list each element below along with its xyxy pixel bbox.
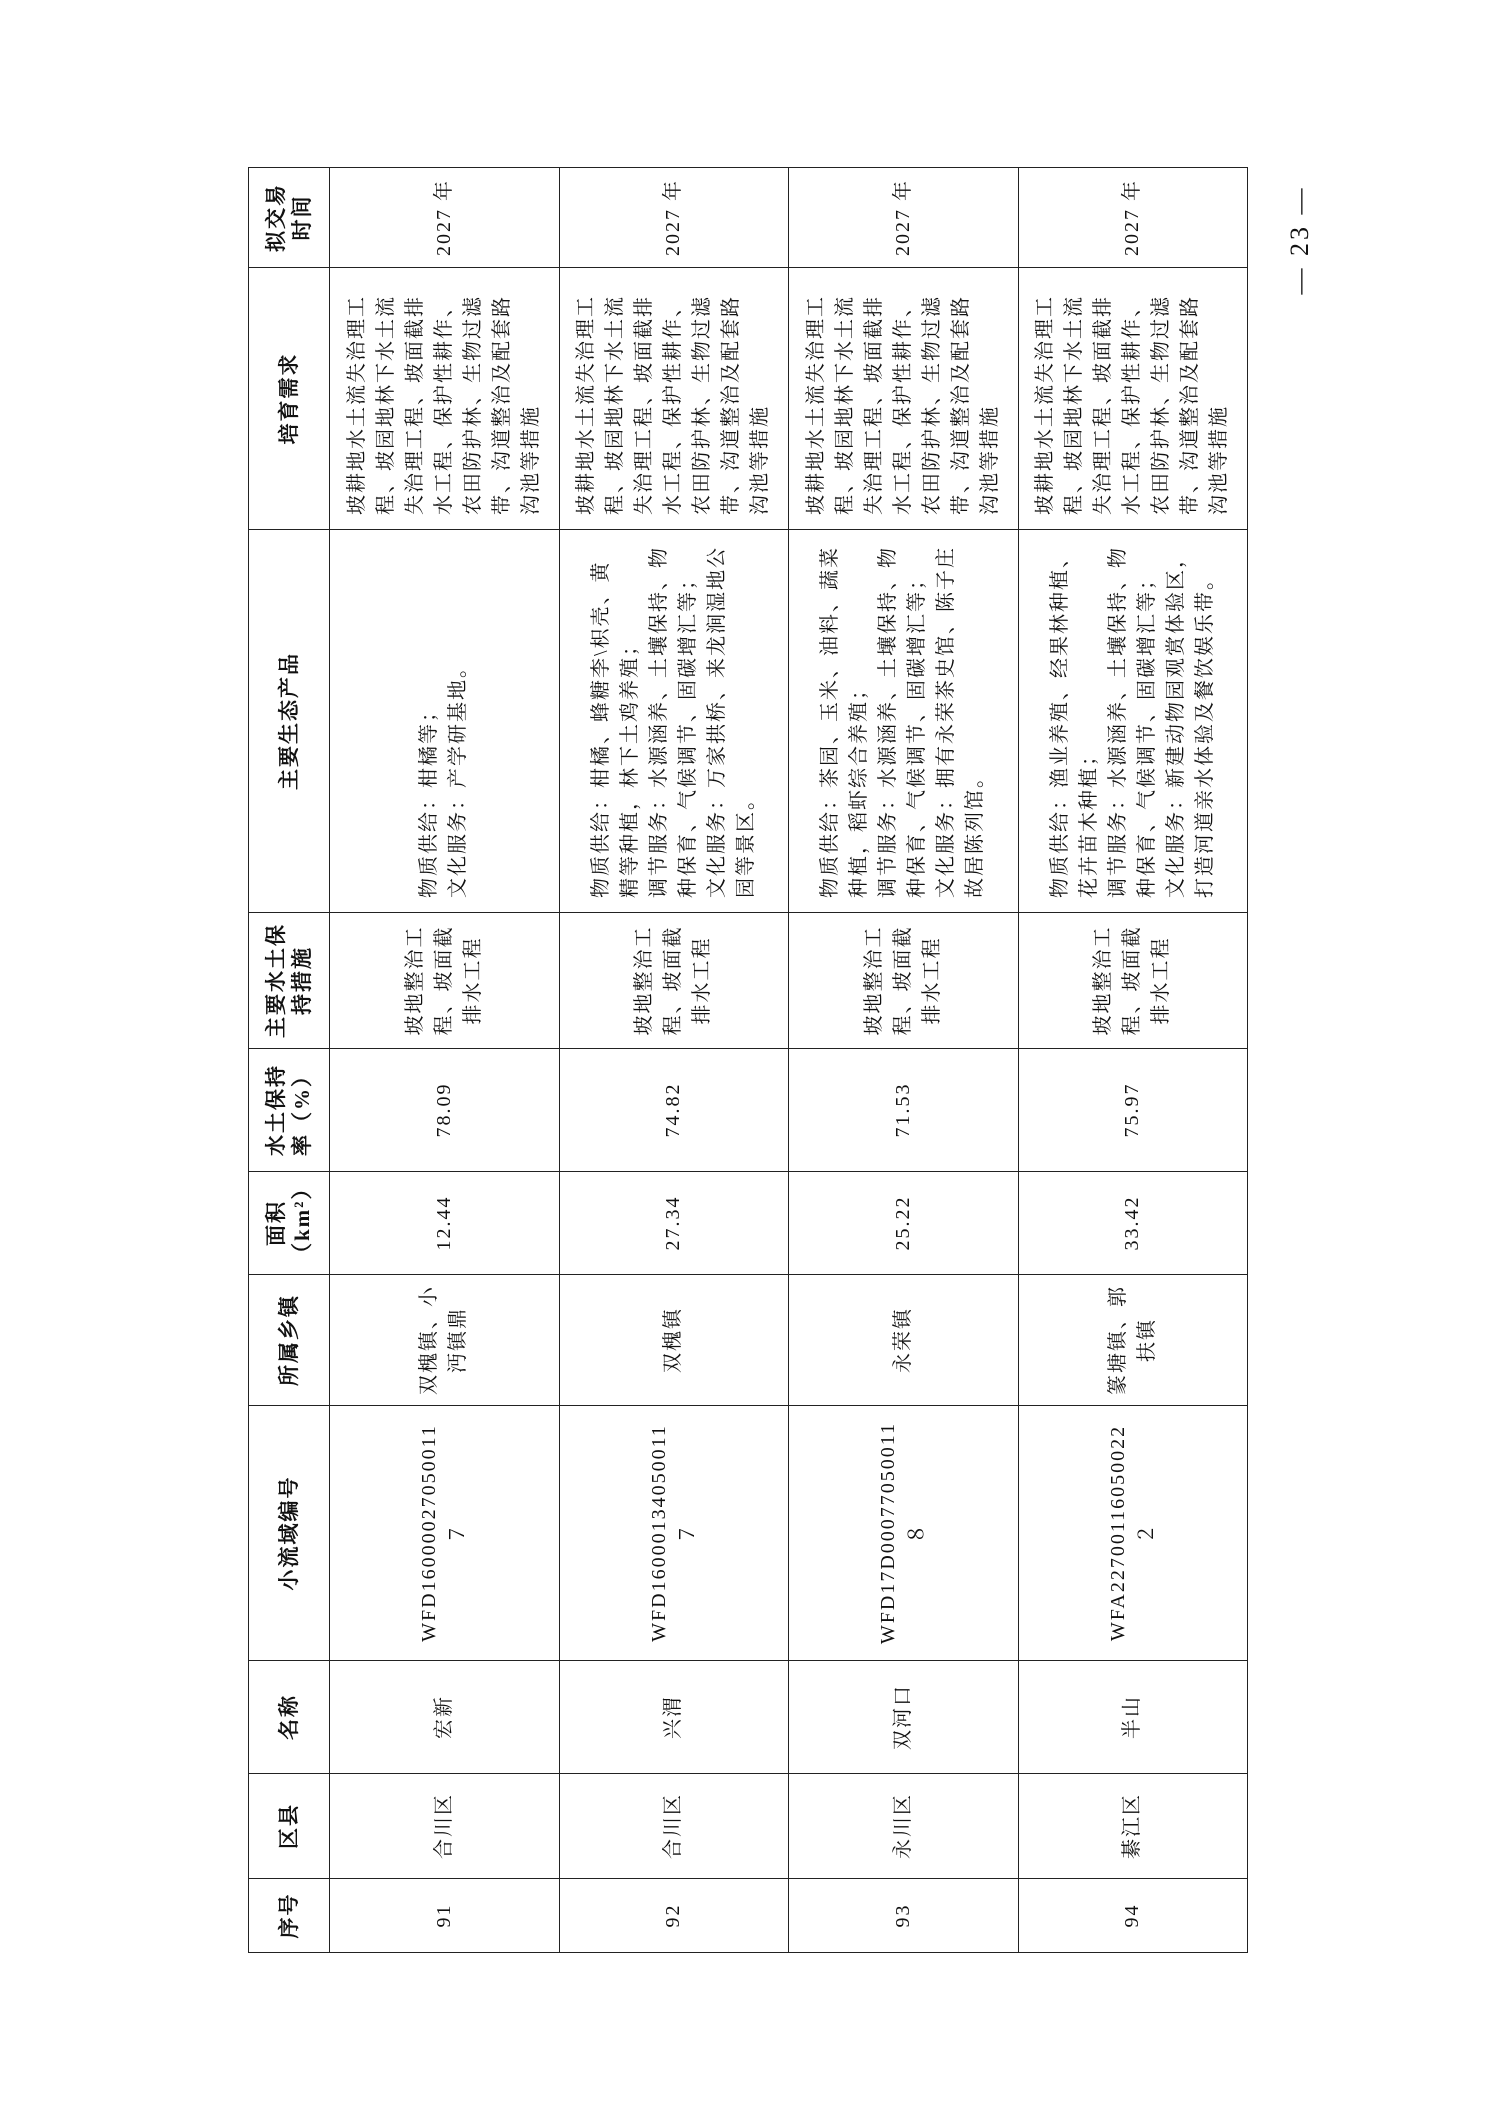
cell-county: 合川区 bbox=[559, 1774, 789, 1879]
cell-rate: 78.09 bbox=[330, 1049, 560, 1172]
cell-needs: 坡耕地水土流失治理工程、坡园地林下水土流失治理工程、坡面截排水工程、保护性耕作、农田防护林、生物过滤带、沟道整治及配套路沟池等措施 bbox=[330, 268, 560, 530]
cell-code: WFD16000134050011７ bbox=[559, 1406, 789, 1661]
cell-time: 2027 年 bbox=[1018, 168, 1248, 268]
header-needs: 培育需求 bbox=[249, 268, 330, 530]
watershed-table bbox=[248, 167, 1248, 1953]
cell-products bbox=[1018, 530, 1248, 913]
product-line: 物质供给：柑橘等； bbox=[418, 700, 441, 898]
cell-needs: 坡耕地水土流失治理工程、坡园地林下水土流失治理工程、坡面截排水工程、保护性耕作、农田防护林、生物过滤带、沟道整治及配套路沟池等措施 bbox=[1018, 268, 1248, 530]
cell-seq: 94 bbox=[1018, 1879, 1248, 1953]
header-county: 区县 bbox=[249, 1774, 330, 1879]
product-line: 调节服务：水源涵养、土壤保持、物种保育、气候调节、固碳增汇等； bbox=[647, 546, 699, 898]
product-line: 调节服务：水源涵养、土壤保持、物种保育、气候调节、固碳增汇等； bbox=[877, 546, 929, 898]
cell-town: 永荣镇 bbox=[789, 1275, 1019, 1406]
cell-measures: 坡地整治工程、坡面截排水工程 bbox=[1018, 913, 1248, 1049]
cell-code: WFA22700116050022２ bbox=[1018, 1406, 1248, 1661]
cell-code: WFD17D00077050011８ bbox=[789, 1406, 1019, 1661]
header-code: 小流域编号 bbox=[249, 1406, 330, 1661]
product-line: 文化服务：产学研基地。 bbox=[447, 656, 470, 898]
cell-needs: 坡耕地水土流失治理工程、坡园地林下水土流失治理工程、坡面截排水工程、保护性耕作、农田防护林、生物过滤带、沟道整治及配套路沟池等措施 bbox=[789, 268, 1019, 530]
cell-name: 宏新 bbox=[330, 1661, 560, 1774]
cell-area: 25.22 bbox=[789, 1172, 1019, 1275]
table-row bbox=[789, 168, 1019, 1953]
cell-code: WFD16000027050011７ bbox=[330, 1406, 560, 1661]
header-area: 面积（km²） bbox=[249, 1172, 330, 1275]
cell-town: 双槐镇、小沔镇鼎 bbox=[330, 1275, 560, 1406]
cell-seq: 93 bbox=[789, 1879, 1019, 1953]
product-line: 文化服务：万家拱桥、来龙涧湿地公园等景区。 bbox=[705, 546, 757, 898]
cell-county: 合川区 bbox=[330, 1774, 560, 1879]
product-line: 物质供给：茶园、玉米、油料、蔬菜种植，稻虾综合养殖； bbox=[819, 546, 871, 898]
cell-time: 2027 年 bbox=[789, 168, 1019, 268]
cell-rate: 71.53 bbox=[789, 1049, 1019, 1172]
product-line: 物质供给：渔业养殖、经果林种植、花卉苗木种植； bbox=[1048, 546, 1100, 898]
cell-town: 篆塘镇、郭扶镇 bbox=[1018, 1275, 1248, 1406]
cell-measures: 坡地整治工程、坡面截排水工程 bbox=[789, 913, 1019, 1049]
cell-time: 2027 年 bbox=[330, 168, 560, 268]
watershed-table-rotated bbox=[248, 168, 1248, 1953]
cell-area: 27.34 bbox=[559, 1172, 789, 1275]
header-name: 名称 bbox=[249, 1661, 330, 1774]
cell-area: 33.42 bbox=[1018, 1172, 1248, 1275]
product-line: 调节服务：水源涵养、土壤保持、物种保育、气候调节、固碳增汇等； bbox=[1106, 546, 1158, 898]
cell-products bbox=[789, 530, 1019, 913]
cell-area: 12.44 bbox=[330, 1172, 560, 1275]
cell-measures: 坡地整治工程、坡面截排水工程 bbox=[330, 913, 560, 1049]
header-time: 拟交易时间 bbox=[249, 168, 330, 268]
cell-rate: 74.82 bbox=[559, 1049, 789, 1172]
cell-rate: 75.97 bbox=[1018, 1049, 1248, 1172]
cell-time: 2027 年 bbox=[559, 168, 789, 268]
cell-county: 永川区 bbox=[789, 1774, 1019, 1879]
cell-products bbox=[559, 530, 789, 913]
cell-seq: 91 bbox=[330, 1879, 560, 1953]
product-line: 文化服务：新建动物园观赏体验区，打造河道亲水体验及餐饮娱乐带。 bbox=[1164, 546, 1216, 898]
header-measures: 主要水土保持措施 bbox=[249, 913, 330, 1049]
table-row bbox=[330, 168, 560, 1953]
cell-seq: 92 bbox=[559, 1879, 789, 1953]
header-seq: 序号 bbox=[249, 1879, 330, 1953]
cell-name: 双河口 bbox=[789, 1661, 1019, 1774]
cell-name: 半山 bbox=[1018, 1661, 1248, 1774]
table-header-row bbox=[249, 168, 330, 1953]
cell-county: 綦江区 bbox=[1018, 1774, 1248, 1879]
header-town: 所属乡镇 bbox=[249, 1275, 330, 1406]
header-products: 主要生态产品 bbox=[249, 530, 330, 913]
table-row bbox=[559, 168, 789, 1953]
product-line: 物质供给：柑橘、蜂糖李\枳壳、黄精等种植，林下土鸡养殖； bbox=[589, 560, 641, 898]
cell-name: 兴渭 bbox=[559, 1661, 789, 1774]
cell-needs: 坡耕地水土流失治理工程、坡园地林下水土流失治理工程、坡面截排水工程、保护性耕作、农田防护林、生物过滤带、沟道整治及配套路沟池等措施 bbox=[559, 268, 789, 530]
table-row bbox=[1018, 168, 1248, 1953]
cell-products bbox=[330, 530, 560, 913]
cell-measures: 坡地整治工程、坡面截排水工程 bbox=[559, 913, 789, 1049]
cell-town: 双槐镇 bbox=[559, 1275, 789, 1406]
header-rate: 水土保持率（%） bbox=[249, 1049, 330, 1172]
product-line: 文化服务：拥有永荣茶史馆、陈子庄故居陈列馆。 bbox=[935, 546, 987, 898]
page-number: — 23 — bbox=[1285, 185, 1314, 295]
